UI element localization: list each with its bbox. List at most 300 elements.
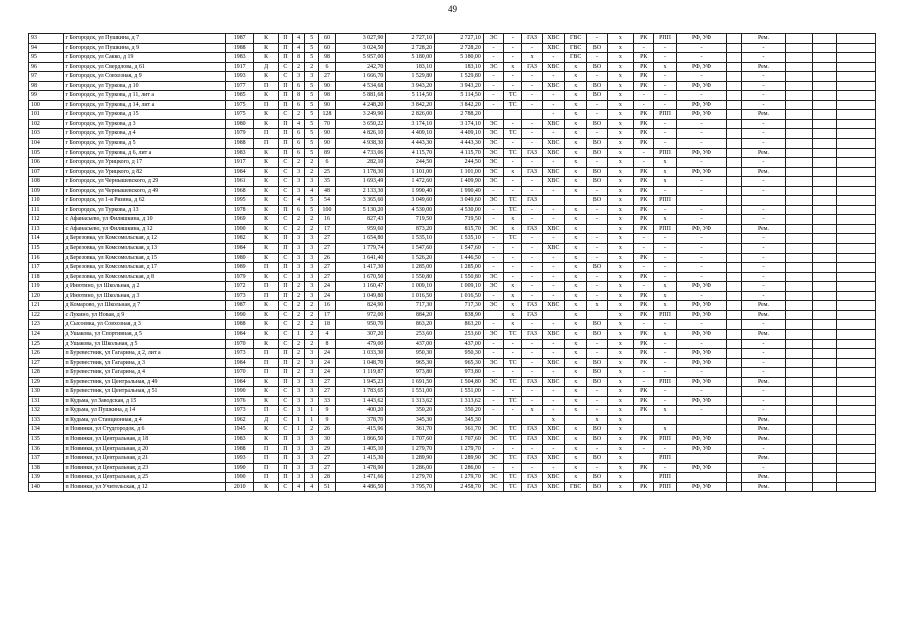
cell-repair: - <box>741 444 786 454</box>
cell-extra3 <box>837 34 876 44</box>
cell-cold-water: ХВС <box>542 454 564 464</box>
cell-sections: 2 <box>292 339 304 349</box>
cell-heating: х <box>504 320 522 330</box>
cell-repair: Рем. <box>741 148 786 158</box>
cell-blank <box>727 158 741 168</box>
cell-type: П <box>278 100 292 110</box>
cell-sewerage: ВО <box>587 368 607 378</box>
cell-blank <box>727 310 741 320</box>
cell-private-area: 4 409,10 <box>435 129 484 139</box>
cell-row-number: 130 <box>29 387 64 397</box>
cell-mark: х <box>607 291 633 301</box>
cell-extra1 <box>786 148 812 158</box>
cell-address: с Лукино, ул Новая, д 9 <box>63 310 225 320</box>
cell-power: - <box>483 100 503 110</box>
cell-hot-water: х <box>565 406 587 416</box>
cell-gas: ГАЗ <box>522 196 542 206</box>
cell-extra3 <box>837 329 876 339</box>
cell-hot-water: х <box>565 301 587 311</box>
cell-heating: - <box>504 368 522 378</box>
cell-sections: 3 <box>292 454 304 464</box>
cell-hot-water: х <box>565 72 587 82</box>
cell-foundation: РФ, УФ <box>676 358 727 368</box>
cell-row-number: 103 <box>29 129 64 139</box>
cell-type: П <box>278 81 292 91</box>
cell-total-area: 5 957,00 <box>335 53 386 63</box>
cell-total-area: 1 443,62 <box>335 396 386 406</box>
cell-apartments: 27 <box>319 463 335 473</box>
cell-material: П <box>254 263 278 273</box>
table-row <box>29 110 876 120</box>
cell-living-area: 5 114,50 <box>386 91 435 101</box>
cell-extra2 <box>812 368 836 378</box>
cell-living-area: 1 101,00 <box>386 167 435 177</box>
cell-facade-repair: - <box>654 119 676 129</box>
cell-gas: ГАЗ <box>522 301 542 311</box>
cell-mark: х <box>607 396 633 406</box>
cell-repair: - <box>741 139 786 149</box>
cell-material: К <box>254 272 278 282</box>
cell-year: 1983 <box>226 148 254 158</box>
cell-living-area: 1 472,60 <box>386 177 435 187</box>
cell-foundation: - <box>676 158 727 168</box>
cell-extra1 <box>786 91 812 101</box>
cell-material: П <box>254 139 278 149</box>
cell-mark: х <box>607 186 633 196</box>
cell-total-area: 3 650,22 <box>335 119 386 129</box>
cell-extra2 <box>812 444 836 454</box>
cell-mark: х <box>607 454 633 464</box>
cell-power: ЭС <box>483 272 503 282</box>
cell-address: п Кудьма, ул Заводская, д 15 <box>63 396 225 406</box>
cell-extra1 <box>786 234 812 244</box>
cell-mark: х <box>607 329 633 339</box>
cell-address: п Буревестник, ул Центральная, д 49 <box>63 377 225 387</box>
cell-mark: х <box>607 81 633 91</box>
cell-heating: - <box>504 158 522 168</box>
table-row <box>29 244 876 254</box>
cell-sections: 8 <box>292 53 304 63</box>
cell-power: - <box>483 91 503 101</box>
cell-roof: РК <box>634 62 654 72</box>
cell-row-number: 139 <box>29 473 64 483</box>
cell-material: К <box>254 320 278 330</box>
cell-heating: х <box>504 167 522 177</box>
cell-gas: - <box>522 368 542 378</box>
cell-type: П <box>278 358 292 368</box>
cell-power: - <box>483 263 503 273</box>
cell-facade-repair: - <box>654 100 676 110</box>
cell-extra1 <box>786 454 812 464</box>
cell-heating: - <box>504 253 522 263</box>
cell-roof: РК <box>634 482 654 492</box>
cell-material: П <box>254 406 278 416</box>
cell-heating: х <box>504 224 522 234</box>
cell-facade-repair: РПП <box>654 434 676 444</box>
cell-address: п Новинки, ул Центральная, д 20 <box>63 444 225 454</box>
cell-extra3 <box>837 434 876 444</box>
cell-year: 1979 <box>226 272 254 282</box>
cell-type: П <box>278 263 292 273</box>
table-row <box>29 196 876 206</box>
cell-type: П <box>278 377 292 387</box>
cell-address: г Богородск, ул 1-я Рязина, д 62 <box>63 196 225 206</box>
cell-heating: - <box>504 186 522 196</box>
cell-facade-repair: РПП <box>654 148 676 158</box>
cell-heating: - <box>504 244 522 254</box>
cell-roof: РК <box>634 463 654 473</box>
cell-blank <box>727 62 741 72</box>
cell-roof: РК <box>634 358 654 368</box>
cell-extra3 <box>837 444 876 454</box>
cell-cold-water: - <box>542 387 564 397</box>
cell-roof: - <box>634 244 654 254</box>
cell-living-area: 4 115,70 <box>386 148 435 158</box>
cell-extra3 <box>837 396 876 406</box>
cell-address: г Богородск, ул Туркова, д 4 <box>63 129 225 139</box>
cell-heating: - <box>504 177 522 187</box>
cell-living-area: 1 551,00 <box>386 387 435 397</box>
cell-private-area: 1 313,62 <box>435 396 484 406</box>
cell-sewerage: ВО <box>587 320 607 330</box>
cell-heating: - <box>504 272 522 282</box>
cell-extra3 <box>837 463 876 473</box>
cell-facade-repair: - <box>654 53 676 63</box>
cell-power: ЭС <box>483 129 503 139</box>
cell-hot-water: х <box>565 473 587 483</box>
table-row <box>29 177 876 187</box>
cell-material: П <box>254 282 278 292</box>
cell-hot-water: х <box>565 329 587 339</box>
cell-sewerage: х <box>587 415 607 425</box>
cell-sewerage: - <box>587 72 607 82</box>
cell-gas: ГАЗ <box>522 425 542 435</box>
cell-cold-water: - <box>542 282 564 292</box>
cell-extra1 <box>786 425 812 435</box>
cell-roof: РК <box>634 291 654 301</box>
cell-cold-water: ХВС <box>542 482 564 492</box>
cell-roof: - <box>634 263 654 273</box>
cell-repair: - <box>741 368 786 378</box>
cell-foundation: РФ, УФ <box>676 167 727 177</box>
cell-blank <box>727 358 741 368</box>
cell-cold-water: - <box>542 349 564 359</box>
cell-sewerage: - <box>587 110 607 120</box>
cell-year: 1988 <box>226 139 254 149</box>
cell-repair: - <box>741 100 786 110</box>
cell-power: ЭС <box>483 34 503 44</box>
cell-extra3 <box>837 244 876 254</box>
cell-hot-water: х <box>565 224 587 234</box>
cell-sections: 2 <box>292 291 304 301</box>
cell-cold-water: - <box>542 158 564 168</box>
cell-floors: 3 <box>305 463 319 473</box>
cell-foundation: РФ, УФ <box>676 396 727 406</box>
cell-living-area: 361,70 <box>386 425 435 435</box>
cell-living-area: 437,00 <box>386 339 435 349</box>
cell-foundation: РФ, УФ <box>676 377 727 387</box>
cell-foundation: - <box>676 244 727 254</box>
cell-heating: х <box>504 62 522 72</box>
cell-gas: - <box>522 444 542 454</box>
cell-extra3 <box>837 167 876 177</box>
cell-material: П <box>254 349 278 359</box>
cell-sections: 4 <box>292 196 304 206</box>
cell-gas: - <box>522 139 542 149</box>
cell-mark: х <box>607 244 633 254</box>
cell-extra3 <box>837 72 876 82</box>
cell-sewerage: ВО <box>587 167 607 177</box>
cell-blank <box>727 339 741 349</box>
cell-extra1 <box>786 415 812 425</box>
cell-mark: х <box>607 425 633 435</box>
cell-address: г Богородск, ул Урицкого, д 82 <box>63 167 225 177</box>
cell-mark: х <box>607 215 633 225</box>
cell-gas: ГАЗ <box>522 148 542 158</box>
cell-sections: 3 <box>292 263 304 273</box>
cell-floors: 2 <box>305 215 319 225</box>
cell-hot-water: х <box>565 158 587 168</box>
cell-facade-repair: - <box>654 387 676 397</box>
cell-sections: 2 <box>292 282 304 292</box>
cell-facade-repair: РПП <box>654 196 676 206</box>
cell-sewerage: - <box>587 282 607 292</box>
cell-extra2 <box>812 196 836 206</box>
cell-address: г Богородск, ул Пушкина, д 9 <box>63 43 225 53</box>
cell-blank <box>727 244 741 254</box>
cell-sewerage: ВО <box>587 473 607 483</box>
cell-power: - <box>483 320 503 330</box>
cell-extra1 <box>786 387 812 397</box>
cell-foundation: - <box>676 43 727 53</box>
cell-blank <box>727 387 741 397</box>
cell-type: П <box>278 119 292 129</box>
cell-sections: 2 <box>292 215 304 225</box>
cell-floors: 3 <box>305 387 319 397</box>
cell-material: К <box>254 177 278 187</box>
cell-extra2 <box>812 72 836 82</box>
cell-extra2 <box>812 186 836 196</box>
cell-living-area: 5 180,00 <box>386 53 435 63</box>
cell-heating: х <box>504 215 522 225</box>
cell-address: п Новинки, ул Центральная, д 23 <box>63 463 225 473</box>
cell-heating: х <box>504 282 522 292</box>
cell-floors: 3 <box>305 253 319 263</box>
cell-hot-water: х <box>565 215 587 225</box>
cell-floors: 5 <box>305 110 319 120</box>
cell-apartments: 70 <box>319 119 335 129</box>
cell-facade-repair: РПП <box>654 310 676 320</box>
cell-blank <box>727 396 741 406</box>
cell-row-number: 119 <box>29 282 64 292</box>
cell-blank <box>727 406 741 416</box>
cell-extra2 <box>812 53 836 63</box>
table-row <box>29 415 876 425</box>
cell-power: - <box>483 53 503 63</box>
cell-cold-water: - <box>542 53 564 63</box>
cell-address: п Буревестник, ул Центральная, д 51 <box>63 387 225 397</box>
cell-repair: - <box>741 91 786 101</box>
cell-row-number: 116 <box>29 253 64 263</box>
cell-address: г Богородск, ул Туркова, д 11, лит а <box>63 91 225 101</box>
cell-floors: 3 <box>305 368 319 378</box>
cell-sewerage: ВО <box>587 62 607 72</box>
cell-living-area: 1 990,40 <box>386 186 435 196</box>
cell-apartments: 98 <box>319 53 335 63</box>
cell-blank <box>727 349 741 359</box>
cell-address: г Богородск, ул Туркова, д 5 <box>63 139 225 149</box>
cell-year: 1993 <box>226 72 254 82</box>
cell-repair: Рем. <box>741 415 786 425</box>
cell-private-area: 1 285,00 <box>435 263 484 273</box>
cell-extra2 <box>812 253 836 263</box>
cell-floors: 2 <box>305 301 319 311</box>
cell-cold-water: - <box>542 291 564 301</box>
cell-heating: х <box>504 310 522 320</box>
cell-material: К <box>254 119 278 129</box>
cell-year: 1975 <box>226 100 254 110</box>
cell-mark: х <box>607 263 633 273</box>
cell-floors: 2 <box>305 329 319 339</box>
cell-repair: - <box>741 158 786 168</box>
cell-extra3 <box>837 358 876 368</box>
cell-year: 1988 <box>226 320 254 330</box>
cell-total-area: 4 248,20 <box>335 100 386 110</box>
cell-gas: х <box>522 406 542 416</box>
cell-apartments: 90 <box>319 100 335 110</box>
cell-facade-repair: х <box>654 406 676 416</box>
cell-extra1 <box>786 81 812 91</box>
cell-private-area: 1 990,40 <box>435 186 484 196</box>
cell-type: П <box>278 53 292 63</box>
cell-type: С <box>278 158 292 168</box>
cell-facade-repair: РПП <box>654 224 676 234</box>
cell-address: г Богородск, ул Пушкина, д 7 <box>63 34 225 44</box>
table-row <box>29 463 876 473</box>
cell-cold-water: - <box>542 129 564 139</box>
cell-roof: РК <box>634 139 654 149</box>
cell-blank <box>727 34 741 44</box>
cell-repair: Рем. <box>741 224 786 234</box>
cell-foundation <box>676 473 727 483</box>
cell-roof: - <box>634 282 654 292</box>
cell-heating: - <box>504 444 522 454</box>
cell-extra1 <box>786 282 812 292</box>
cell-apartments: 54 <box>319 196 335 206</box>
cell-extra1 <box>786 339 812 349</box>
cell-sections: 6 <box>292 139 304 149</box>
cell-power: ЭС <box>483 425 503 435</box>
cell-floors: 2 <box>305 425 319 435</box>
cell-floors: 5 <box>305 139 319 149</box>
cell-hot-water: х <box>565 434 587 444</box>
cell-gas: - <box>522 320 542 330</box>
cell-floors: 3 <box>305 72 319 82</box>
table-row <box>29 329 876 339</box>
cell-row-number: 134 <box>29 425 64 435</box>
cell-extra2 <box>812 148 836 158</box>
cell-address: п Новинки, ул Студгородок, д 6 <box>63 425 225 435</box>
cell-mark: х <box>607 205 633 215</box>
cell-roof: РК <box>634 110 654 120</box>
cell-extra1 <box>786 129 812 139</box>
cell-mark: х <box>607 358 633 368</box>
cell-total-area: 1 178,30 <box>335 167 386 177</box>
cell-facade-repair: РПП <box>654 377 676 387</box>
cell-roof: РК <box>634 129 654 139</box>
cell-apartments: 27 <box>319 244 335 254</box>
cell-extra2 <box>812 339 836 349</box>
cell-gas: ГАЗ <box>522 434 542 444</box>
cell-sections: 3 <box>292 272 304 282</box>
cell-living-area: 3 795,70 <box>386 482 435 492</box>
cell-extra3 <box>837 301 876 311</box>
cell-extra2 <box>812 100 836 110</box>
cell-sewerage: ВО <box>587 377 607 387</box>
cell-type: С <box>278 339 292 349</box>
cell-extra1 <box>786 272 812 282</box>
cell-repair: - <box>741 320 786 330</box>
cell-extra3 <box>837 482 876 492</box>
cell-private-area: 1 707,60 <box>435 434 484 444</box>
cell-apartments: 26 <box>319 253 335 263</box>
cell-repair: - <box>741 463 786 473</box>
cell-apartments: 27 <box>319 377 335 387</box>
cell-foundation: - <box>676 186 727 196</box>
cell-extra3 <box>837 291 876 301</box>
cell-blank <box>727 148 741 158</box>
table-row <box>29 434 876 444</box>
cell-hot-water: х <box>565 454 587 464</box>
cell-cold-water: ХВС <box>542 139 564 149</box>
cell-heating: ТС <box>504 148 522 158</box>
cell-repair: - <box>741 177 786 187</box>
cell-heating: ТС <box>504 196 522 206</box>
cell-living-area: 350,20 <box>386 406 435 416</box>
cell-sections: 3 <box>292 473 304 483</box>
cell-extra1 <box>786 291 812 301</box>
cell-hot-water: х <box>565 81 587 91</box>
cell-row-number: 109 <box>29 186 64 196</box>
cell-mark: х <box>607 196 633 206</box>
cell-total-area: 4 938,30 <box>335 139 386 149</box>
cell-floors: 3 <box>305 473 319 483</box>
cell-gas: ГАЗ <box>522 482 542 492</box>
cell-facade-repair: х <box>654 425 676 435</box>
cell-year: 1982 <box>226 234 254 244</box>
cell-power: - <box>483 339 503 349</box>
cell-sewerage: - <box>587 234 607 244</box>
cell-year: 1917 <box>226 158 254 168</box>
cell-blank <box>727 129 741 139</box>
cell-heating: ТС <box>504 454 522 464</box>
cell-living-area: 1 016,50 <box>386 291 435 301</box>
cell-total-area: 4 826,10 <box>335 129 386 139</box>
cell-private-area: 2 727,10 <box>435 34 484 44</box>
cell-address: г Богородск, ул Сакко, д 19 <box>63 53 225 63</box>
cell-mark: х <box>607 100 633 110</box>
cell-material: П <box>254 129 278 139</box>
cell-type: П <box>278 444 292 454</box>
table-row <box>29 282 876 292</box>
cell-address: д Комарово, ул Школьная, д 7 <box>63 301 225 311</box>
cell-material: К <box>254 167 278 177</box>
table-row <box>29 234 876 244</box>
cell-hot-water: х <box>565 425 587 435</box>
cell-year: 1990 <box>226 473 254 483</box>
cell-extra1 <box>786 444 812 454</box>
cell-type: П <box>278 129 292 139</box>
